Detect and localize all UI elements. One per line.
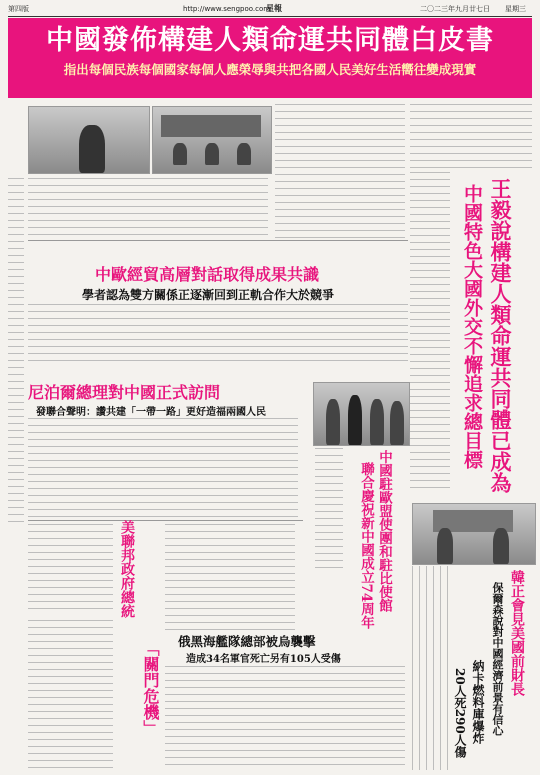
masthead [8,2,532,17]
paper-name: 星報 [266,4,282,13]
left-column-text [8,178,24,523]
han-zheng-text [412,566,448,770]
website-url: http://www.sengpoo.com [183,5,271,13]
china-eu-text [28,304,408,366]
russia-headline: 俄黑海艦隊總部被烏襲擊 [178,634,316,649]
wang-yi-headline: 王毅說構建人類命運共同體已成為 [488,178,513,493]
divider [28,520,303,521]
belgium-headline: 中國駐歐盟使團和駐比使館 [376,450,392,612]
china-eu-headline: 中歐經貿高層對話取得成果共識 [95,265,320,284]
us-gov-text-2 [28,620,113,770]
lead-banner [8,18,532,98]
nagorno-subheadline: 20人死290人傷 [453,668,467,758]
press-conference-photo [28,106,150,174]
wang-yi-article-text [410,172,450,492]
page-number: 第四版 [8,5,29,13]
misc-text [165,524,295,634]
panel-photo [152,106,272,174]
belgium-subheadline: 聯合慶祝新中國成立74周年 [358,462,374,630]
china-eu-subheadline: 學者認為雙方關係正逐漸回到正軌合作大於競爭 [82,288,335,302]
weekday: 星期三 [505,5,526,13]
nepal-text [28,418,298,518]
us-gov-headline: 美聯邦政府總統 [119,520,135,618]
lead-article-text-3 [410,104,532,169]
han-zheng-subheadline: 保爾森說對中國經濟前景有信心 [491,582,504,736]
lead-article-text-2 [275,104,405,239]
wang-yi-subheadline: 中國特色大國外交不懈追求總目標 [461,184,483,469]
russia-subheadline: 造成34名軍官死亡另有105人受傷 [186,654,341,665]
nepal-headline: 尼泊爾總理對中國正式訪問 [28,383,221,402]
nagorno-headline: 納卡燃料庫爆炸 [471,660,485,744]
meeting-photo [412,503,536,565]
lead-headline: 中國發佈構建人類命運共同體白皮書 [46,25,494,56]
divider [28,240,408,241]
russia-text [165,666,405,770]
us-gov-text [28,524,113,614]
celebration-photo [313,382,410,446]
lead-article-text [28,178,268,238]
lead-subheadline: 指出每個民族每個國家每個人應榮辱與共把各國人民美好生活嚮往變成現實 [63,62,477,77]
us-gov-headline-quote: 「關門危機」 [141,640,160,736]
belgium-text [315,448,343,568]
issue-date: 二〇二三年九月廿七日 [420,5,490,13]
nepal-subheadline: 發聯合聲明：讚共建「一帶一路」更好造福兩國人民 [36,407,266,418]
han-zheng-headline: 韓正會見美國前財長 [509,570,525,696]
